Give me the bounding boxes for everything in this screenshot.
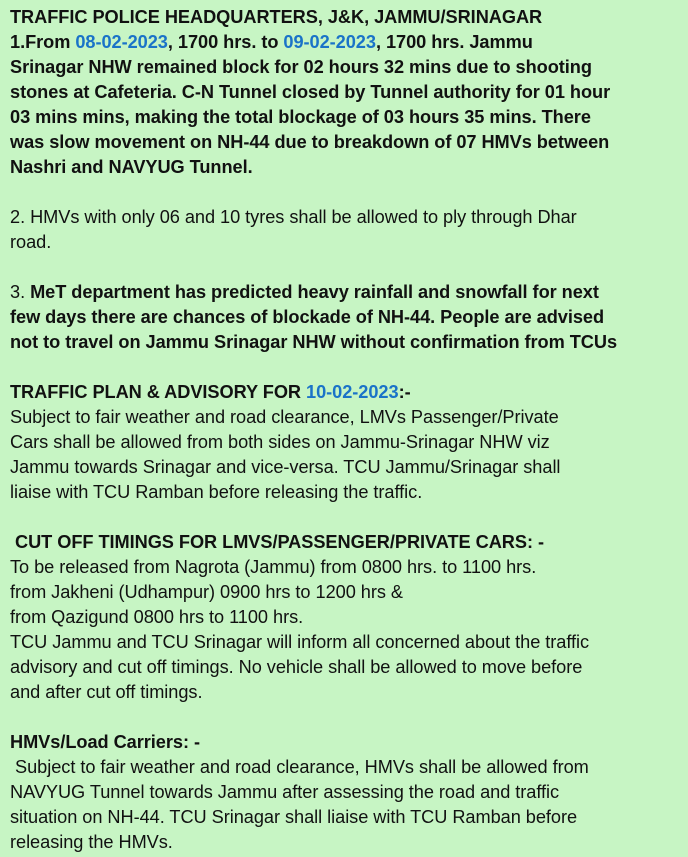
item-1-prefix: 1.From [10, 32, 76, 52]
item-2 [10, 205, 680, 255]
hmv-heading: HMVs/Load Carriers: - [10, 732, 200, 752]
cutoff-line-6: and after cut off timings. [10, 682, 203, 702]
plan-date-link[interactable]: 10-02-2023 [306, 382, 399, 402]
date-to-link[interactable]: 09-02-2023 [283, 32, 376, 52]
document-title: TRAFFIC POLICE HEADQUARTERS, J&K, JAMMU/SRINAGAR [10, 7, 543, 27]
cutoff-line-4: TCU Jammu and TCU Srinagar will inform all concerned about the traffic [10, 632, 590, 652]
plan-line-1: Subject to fair weather and road clearance, LMVs Passenger/Private [10, 407, 559, 427]
item-3 [10, 280, 680, 355]
item-3-line-1 [10, 280, 680, 305]
item-3-line-2: few days there are chances of blockade of NH-44. People are advised [10, 307, 605, 327]
hmv-line-1: Subject to fair weather and road clearance, HMVs shall be allowed from [10, 757, 589, 777]
item-1-line-6: Nashri and NAVYUG Tunnel. [10, 157, 253, 177]
item-1-line-1 [10, 30, 680, 55]
plan-heading-text: TRAFFIC PLAN & ADVISORY FOR [10, 382, 307, 402]
item-1-line-4: 03 mins mins, making the total blockage of 03 hours 35 mins. There [10, 107, 591, 127]
hmv-line-4: releasing the HMVs. [10, 832, 173, 852]
traffic-plan-section [10, 380, 680, 505]
cutoff-line-1: To be released from Nagrota (Jammu) from 0800 hrs. to 1100 hrs. [10, 557, 537, 577]
spacer [10, 180, 680, 205]
plan-line-4: liaise with TCU Ramban before releasing the traffic. [10, 482, 423, 502]
item-1-line-3: stones at Cafeteria. C-N Tunnel closed by Tunnel authority for 01 hour [10, 82, 611, 102]
item-3-line-3: not to travel on Jammu Srinagar NHW without confirmation from TCUs [10, 332, 618, 352]
cutoff-heading: CUT OFF TIMINGS FOR LMVS/PASSENGER/PRIVATE CARS: - [10, 532, 544, 552]
plan-line-2: Cars shall be allowed from both sides on Jammu-Srinagar NHW viz [10, 432, 550, 452]
item-1-mid: , 1700 hrs. to [167, 32, 284, 52]
item-3-text: MeT department has predicted heavy rainfall and snowfall for next [30, 282, 599, 302]
plan-line-3: Jammu towards Srinagar and vice-versa. TCU Jammu/Srinagar shall [10, 457, 561, 477]
cutoff-line-2: from Jakheni (Udhampur) 0900 hrs to 1200 hrs & [10, 582, 403, 602]
spacer [10, 505, 680, 530]
plan-heading-suffix: :- [398, 382, 411, 402]
cutoff-section [10, 530, 680, 705]
item-1-line-5: was slow movement on NH-44 due to breakdown of 07 HMVs between [10, 132, 610, 152]
item-1 [10, 30, 680, 180]
item-2-line-1: 2. HMVs with only 06 and 10 tyres shall be allowed to ply through Dhar [10, 207, 577, 227]
cutoff-line-3: from Qazigund 0800 hrs to 1100 hrs. [10, 607, 304, 627]
spacer [10, 355, 680, 380]
spacer [10, 705, 680, 730]
date-from-link[interactable]: 08-02-2023 [75, 32, 168, 52]
cutoff-line-5: advisory and cut off timings. No vehicle shall be allowed to move before [10, 657, 583, 677]
item-1-after: , 1700 hrs. Jammu [375, 32, 533, 52]
spacer [10, 255, 680, 280]
item-3-prefix: 3. [10, 282, 31, 302]
item-1-line-2: Srinagar NHW remained block for 02 hours 32 mins due to shooting [10, 57, 592, 77]
traffic-plan-heading [10, 380, 680, 405]
hmv-line-2: NAVYUG Tunnel towards Jammu after assessing the road and traffic [10, 782, 560, 802]
item-2-line-2: road. [10, 232, 52, 252]
hmv-section [10, 730, 680, 855]
hmv-line-3: situation on NH-44. TCU Srinagar shall liaise with TCU Ramban before [10, 807, 578, 827]
